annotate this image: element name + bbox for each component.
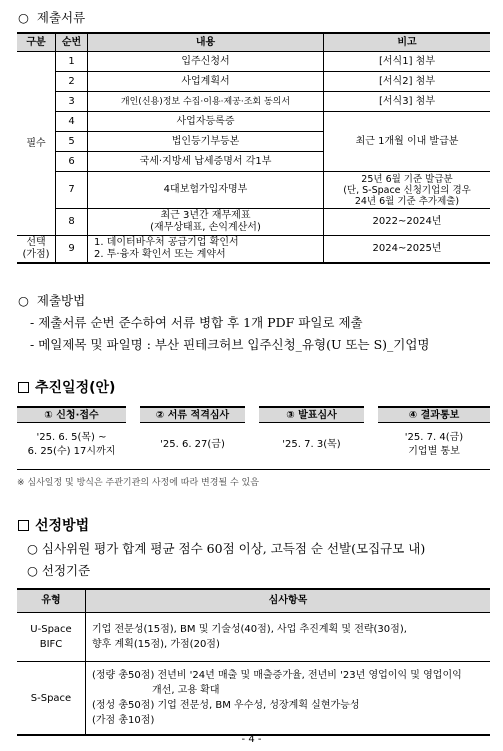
row-content: 법인등기부등본 xyxy=(88,132,324,152)
items-cell: (정량 총50점) 전년비 '24년 매출 및 매출증가율, 전년비 '23년 영업이익 및 영업이익 개선, 고용 확대 (정성 총50점) 기업 전문성, BM 우수성, 성장계획 실현가능성 (가점 총10점) xyxy=(86,662,491,736)
row-number: 1 xyxy=(56,52,88,72)
schedule-step-4-value: '25. 7. 4(금) 기업별 통보 xyxy=(404,432,464,457)
selection-heading: 선정방법 xyxy=(18,515,89,535)
bullet-icon: ○ xyxy=(27,541,38,556)
page-number: - 4 - xyxy=(241,734,262,745)
row-number: 4 xyxy=(56,112,88,132)
required-label: 필수 xyxy=(17,52,56,236)
row-content: 4대보험가입자명부 xyxy=(88,172,324,209)
row-number: 8 xyxy=(56,209,88,236)
schedule-step-2-value: '25. 6. 27(금) xyxy=(160,439,225,450)
checkbox-square-icon xyxy=(18,520,29,531)
row-content: 입주신청서 xyxy=(88,52,324,72)
row-note-7: 25년 6월 기준 발급분 (단, S-Space 신청기업의 경우 24년 6월 기준 추가제출) xyxy=(324,172,491,209)
method-section-title: ○ 제출방법 xyxy=(18,293,86,308)
row-number: 9 xyxy=(56,236,88,264)
row-content: 개인(신용)정보 수집·이용·제공·조회 동의서 xyxy=(88,92,324,112)
schedule-step-4-label: ④ 결과통보 xyxy=(378,406,490,423)
schedule-heading: 추진일정(안) xyxy=(18,377,115,397)
col-header-category: 구분 xyxy=(17,33,56,52)
criteria-table xyxy=(17,588,490,736)
schedule-step-2-label: ② 서류 적격심사 xyxy=(140,406,245,423)
checkbox-square-icon xyxy=(18,382,29,393)
row-note: [서식1] 첨부 xyxy=(324,52,491,72)
row-number: 7 xyxy=(56,172,88,209)
bullet-icon: ○ xyxy=(18,293,29,308)
row-content-9: 1. 데이터바우처 공급기업 확인서 2. 투·융자 확인서 또는 계약서 xyxy=(88,236,324,264)
row-number: 6 xyxy=(56,152,88,172)
schedule-step-3-value: '25. 7. 3(목) xyxy=(282,439,341,450)
selection-line-2: ○ 선정기준 xyxy=(27,563,91,578)
bullet-icon: ○ xyxy=(27,563,38,578)
schedule-step-1-value: '25. 6. 5(목) ~ 6. 25(수) 17시까지 xyxy=(27,432,116,457)
row-content: 사업자등록증 xyxy=(88,112,324,132)
row-content: 국세·지방세 납세증명서 각1부 xyxy=(88,152,324,172)
optional-label: 선택 (가점) xyxy=(17,236,56,264)
merged-note: 최근 1개월 이내 발급분 xyxy=(324,112,491,172)
col-header-number: 순번 xyxy=(56,33,88,52)
selection-line-1: ○ 심사위원 평가 합계 평균 점수 60점 이상, 고득점 순 선발(모집규모 내) xyxy=(27,541,426,556)
items-cell: 기업 전문성(15점), BM 및 기술성(40점), 사업 추진계획 및 전략(30점), 향후 계획(15점), 가점(20점) xyxy=(86,613,491,662)
type-cell: S-Space xyxy=(17,662,86,736)
col-header-type: 유형 xyxy=(17,589,86,613)
schedule-step-1-label: ① 신청·접수 xyxy=(17,406,126,423)
row-number: 5 xyxy=(56,132,88,152)
method-line-1: - 제출서류 순번 준수하여 서류 병합 후 1개 PDF 파일로 제출 xyxy=(30,315,363,330)
bullet-icon: ○ xyxy=(18,10,29,25)
row-number: 2 xyxy=(56,72,88,92)
docs-section-title: ○ 제출서류 xyxy=(18,10,86,25)
row-note: [서식2] 첨부 xyxy=(324,72,491,92)
row-number: 3 xyxy=(56,92,88,112)
schedule-divider xyxy=(17,469,490,470)
row-content-8: 최근 3년간 재무제표 (재무상태표, 손익계산서) xyxy=(88,209,324,236)
docs-table xyxy=(17,32,490,264)
type-cell: U-Space BIFC xyxy=(17,613,86,662)
col-header-items: 심사항목 xyxy=(86,589,491,613)
row-note: [서식3] 첨부 xyxy=(324,92,491,112)
schedule-step-3-label: ③ 발표심사 xyxy=(259,406,364,423)
row-content: 사업계획서 xyxy=(88,72,324,92)
col-header-note: 비고 xyxy=(324,33,491,52)
col-header-content: 내용 xyxy=(88,33,324,52)
row-note: 2022~2024년 xyxy=(324,209,491,236)
schedule-footnote: ※ 심사일정 및 방식은 주관기관의 사정에 따라 변경될 수 있음 xyxy=(17,478,259,488)
row-note: 2024~2025년 xyxy=(324,236,491,264)
method-line-2: - 메일제목 및 파일명 : 부산 핀테크허브 입주신청_유형(U 또는 S)_기업명 xyxy=(30,337,430,352)
